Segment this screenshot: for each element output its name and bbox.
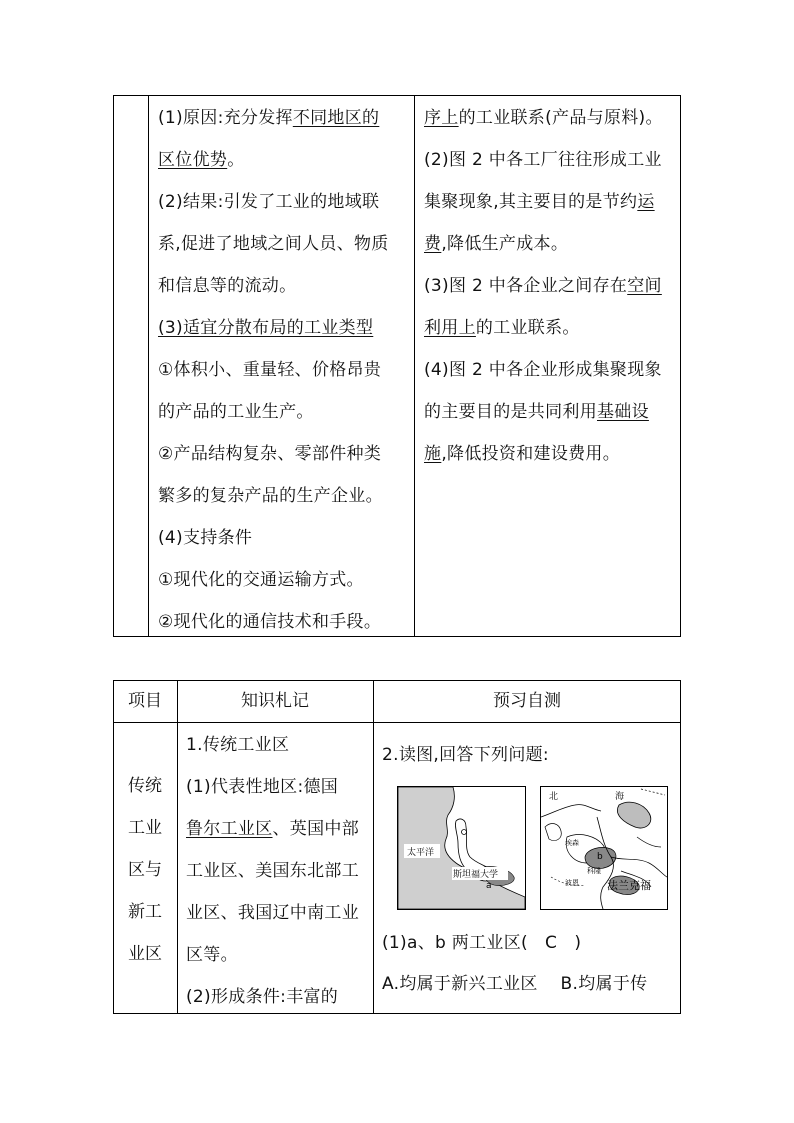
- map-label-stanford: 斯坦福大学: [453, 870, 499, 880]
- note-line: [158, 234, 389, 254]
- answer-line: [424, 150, 662, 170]
- text-segment: 、英国中部: [272, 819, 359, 839]
- note-line: [186, 777, 338, 797]
- underlined-answer: 空间: [627, 276, 662, 296]
- map-label-north: 北: [549, 792, 559, 802]
- header-item: 项目: [128, 691, 162, 711]
- note-line: [186, 819, 359, 839]
- note-line: [158, 528, 252, 548]
- note-line: [158, 402, 314, 422]
- note-line: [158, 612, 381, 632]
- header-divider: [114, 722, 680, 723]
- note-line: [186, 945, 238, 965]
- map-label-ocean: 太平洋: [407, 848, 435, 858]
- answer-options: A.均属于新兴工业区 B.均属于传: [382, 974, 648, 994]
- text-segment: (4)支持条件: [158, 528, 253, 548]
- item-label-line: 业区: [128, 944, 162, 964]
- note-line: [158, 360, 381, 380]
- underlined-answer: (3)适宜分散布局的工业类型: [158, 318, 374, 338]
- underlined-answer: 费: [424, 234, 442, 254]
- note-line: [158, 570, 364, 590]
- question-text: 2.读图,回答下列问题:: [382, 745, 549, 765]
- column-divider: [414, 96, 415, 636]
- underlined-answer: 基础设: [597, 402, 649, 422]
- underlined-answer: 区位优势: [158, 150, 228, 170]
- answer-line: [424, 402, 649, 422]
- text-segment: ②产品结构复杂、零部件种类: [158, 444, 382, 464]
- column-divider: [373, 681, 374, 1013]
- answer-line: [424, 108, 663, 128]
- header-knowledge-notes: 知识札记: [241, 691, 309, 711]
- note-line: [158, 486, 383, 506]
- text-segment: 的产品的工业生产。: [158, 402, 314, 422]
- text-segment: 工业区、美国东北部工: [186, 861, 359, 881]
- text-segment: (2)图 2 中各工厂往往形成工业: [424, 150, 662, 170]
- note-line: [186, 735, 289, 755]
- text-segment: ,降低投资和建设费用。: [441, 444, 621, 464]
- text-segment: (2)结果:引发了工业的地域联: [158, 192, 380, 212]
- underlined-answer: 施: [424, 444, 442, 464]
- map-label-bonn: 波恩: [565, 879, 579, 887]
- text-segment: ②现代化的通信技术和手段。: [158, 612, 382, 632]
- text-segment: 。: [227, 150, 245, 170]
- map-label-b: b: [597, 852, 603, 862]
- item-label-line: 区与: [128, 860, 162, 880]
- note-line: [186, 987, 338, 1007]
- map-ruhr: [540, 786, 668, 910]
- underlined-answer: 序上: [424, 108, 459, 128]
- text-segment: 业区、我国辽中南工业: [186, 903, 359, 923]
- map-label-a: a: [486, 881, 492, 891]
- text-segment: 和信息等的流动。: [158, 276, 297, 296]
- note-line: [158, 150, 245, 170]
- text-segment: 繁多的复杂产品的生产企业。: [158, 486, 383, 506]
- note-line: [158, 318, 373, 338]
- item-label-line: 工业: [128, 818, 162, 838]
- text-segment: (2)形成条件:丰富的: [186, 987, 339, 1007]
- text-segment: (3)图 2 中各企业之间存在: [424, 276, 628, 296]
- text-segment: 的主要目的是共同利用: [424, 402, 597, 422]
- underlined-answer: 不同地区的: [292, 108, 380, 128]
- note-line: [158, 192, 379, 212]
- answer-line: [424, 192, 655, 212]
- text-segment: 的工业联系(产品与原料)。: [458, 108, 663, 128]
- text-segment: ①现代化的交通运输方式。: [158, 570, 364, 590]
- note-line: [186, 903, 359, 923]
- text-segment: 的工业联系。: [475, 318, 580, 338]
- answer-line: [424, 234, 568, 254]
- text-segment: (1)代表性地区:德国: [186, 777, 339, 797]
- answer-line: [424, 360, 662, 380]
- text-segment: ,降低生产成本。: [441, 234, 569, 254]
- column-divider: [148, 96, 149, 636]
- text-segment: 1.传统工业区: [186, 735, 290, 755]
- column-divider: [177, 681, 178, 1013]
- note-line: [158, 108, 379, 128]
- note-line: [186, 861, 359, 881]
- answer-line: [424, 318, 580, 338]
- text-segment: (1)原因:充分发挥: [158, 108, 293, 128]
- text-segment: 区等。: [186, 945, 238, 965]
- text-segment: 集聚现象,其主要目的是节约: [424, 192, 638, 212]
- answer-line: [424, 276, 662, 296]
- text-segment: 系,促进了地域之间人员、物质: [158, 234, 389, 254]
- item-label-line: 传统: [128, 776, 162, 796]
- header-preview-self-test: 预习自测: [493, 691, 561, 711]
- text-segment: ①体积小、重量轻、价格昂贵: [158, 360, 382, 380]
- sub-question: (1)a、b 两工业区( C ): [382, 933, 582, 953]
- note-line: [158, 444, 381, 464]
- underlined-answer: 运: [637, 192, 655, 212]
- underlined-answer: 利用上: [424, 318, 476, 338]
- map-label-essen: 埃森: [565, 839, 579, 847]
- item-label-line: 新工: [128, 902, 162, 922]
- map-silicon-valley: [397, 786, 526, 910]
- text-segment: (4)图 2 中各企业形成集聚现象: [424, 360, 662, 380]
- map-label-cologne: 科隆: [587, 867, 601, 875]
- map-label-sea: 海: [615, 792, 625, 802]
- map-label-frankfurt: 法兰克福: [607, 879, 651, 892]
- underlined-answer: 鲁尔工业区: [186, 819, 273, 839]
- answer-line: [424, 444, 620, 464]
- note-line: [158, 276, 296, 296]
